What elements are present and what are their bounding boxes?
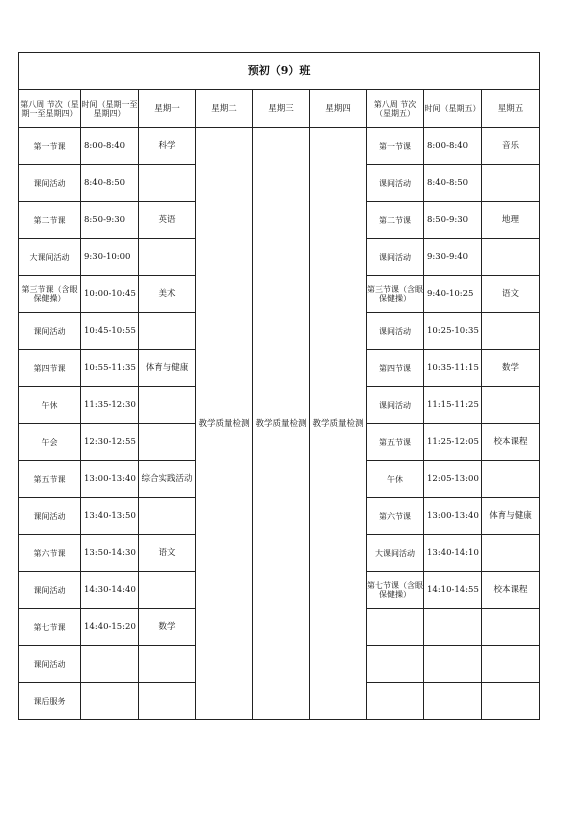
period-fri bbox=[367, 683, 424, 720]
monday-subject: 英语 bbox=[139, 202, 196, 239]
time-fri: 10:25-10:35 bbox=[424, 313, 482, 350]
period-mon-thu: 课后服务 bbox=[19, 683, 81, 720]
period-fri: 课间活动 bbox=[367, 239, 424, 276]
monday-subject: 语文 bbox=[139, 535, 196, 572]
time-fri bbox=[424, 609, 482, 646]
time-fri: 9:30-9:40 bbox=[424, 239, 482, 276]
period-mon-thu: 第一节课 bbox=[19, 128, 81, 165]
time-mon-thu: 14:40-15:20 bbox=[81, 609, 139, 646]
period-fri: 课间活动 bbox=[367, 313, 424, 350]
monday-subject: 美术 bbox=[139, 276, 196, 313]
friday-subject: 校本课程 bbox=[482, 424, 540, 461]
period-mon-thu: 第四节课 bbox=[19, 350, 81, 387]
period-mon-thu: 课间活动 bbox=[19, 165, 81, 202]
time-mon-thu: 8:00-8:40 bbox=[81, 128, 139, 165]
period-mon-thu: 第五节课 bbox=[19, 461, 81, 498]
time-fri: 9:40-10:25 bbox=[424, 276, 482, 313]
time-mon-thu: 9:30-10:00 bbox=[81, 239, 139, 276]
friday-subject: 地理 bbox=[482, 202, 540, 239]
period-mon-thu: 第六节课 bbox=[19, 535, 81, 572]
monday-subject bbox=[139, 646, 196, 683]
period-fri: 第三节课（含眼保健操） bbox=[367, 276, 424, 313]
friday-subject bbox=[482, 313, 540, 350]
period-fri: 第一节课 bbox=[367, 128, 424, 165]
period-fri: 第四节课 bbox=[367, 350, 424, 387]
time-mon-thu: 8:40-8:50 bbox=[81, 165, 139, 202]
time-mon-thu: 8:50-9:30 bbox=[81, 202, 139, 239]
header-wednesday: 星期三 bbox=[253, 90, 310, 128]
thursday-merged: 教学质量检测 bbox=[310, 128, 367, 720]
wednesday-merged: 教学质量检测 bbox=[253, 128, 310, 720]
time-mon-thu: 13:40-13:50 bbox=[81, 498, 139, 535]
time-mon-thu: 11:35-12:30 bbox=[81, 387, 139, 424]
time-mon-thu bbox=[81, 646, 139, 683]
class-title: 预初（9）班 bbox=[19, 53, 540, 90]
monday-subject: 数学 bbox=[139, 609, 196, 646]
friday-subject bbox=[482, 239, 540, 276]
time-mon-thu bbox=[81, 683, 139, 720]
period-mon-thu: 第二节课 bbox=[19, 202, 81, 239]
period-mon-thu: 课间活动 bbox=[19, 313, 81, 350]
timetable bbox=[18, 52, 540, 720]
monday-subject bbox=[139, 313, 196, 350]
friday-subject bbox=[482, 609, 540, 646]
period-mon-thu: 第七节课 bbox=[19, 609, 81, 646]
table-row bbox=[19, 128, 540, 165]
monday-subject: 综合实践活动 bbox=[139, 461, 196, 498]
period-mon-thu: 午会 bbox=[19, 424, 81, 461]
period-fri: 第七节课（含眼保健操） bbox=[367, 572, 424, 609]
time-mon-thu: 14:30-14:40 bbox=[81, 572, 139, 609]
time-mon-thu: 10:55-11:35 bbox=[81, 350, 139, 387]
friday-subject: 体育与健康 bbox=[482, 498, 540, 535]
header-thursday: 星期四 bbox=[310, 90, 367, 128]
time-fri: 8:50-9:30 bbox=[424, 202, 482, 239]
period-mon-thu: 第三节课（含眼保健操） bbox=[19, 276, 81, 313]
monday-subject bbox=[139, 424, 196, 461]
period-mon-thu: 课间活动 bbox=[19, 572, 81, 609]
time-fri: 8:40-8:50 bbox=[424, 165, 482, 202]
time-fri: 13:40-14:10 bbox=[424, 535, 482, 572]
time-mon-thu: 13:50-14:30 bbox=[81, 535, 139, 572]
monday-subject bbox=[139, 572, 196, 609]
header-period-fri: 第八周 节次（星期五） bbox=[367, 90, 424, 128]
time-mon-thu: 10:45-10:55 bbox=[81, 313, 139, 350]
period-fri: 第二节课 bbox=[367, 202, 424, 239]
friday-subject: 数学 bbox=[482, 350, 540, 387]
time-mon-thu: 12:30-12:55 bbox=[81, 424, 139, 461]
time-fri bbox=[424, 683, 482, 720]
header-tuesday: 星期二 bbox=[196, 90, 253, 128]
header-time-fri: 时间（星期五） bbox=[424, 90, 482, 128]
tuesday-merged: 教学质量检测 bbox=[196, 128, 253, 720]
friday-subject: 校本课程 bbox=[482, 572, 540, 609]
period-fri: 课间活动 bbox=[367, 165, 424, 202]
time-fri: 12:05-13:00 bbox=[424, 461, 482, 498]
friday-subject bbox=[482, 461, 540, 498]
time-fri: 10:35-11:15 bbox=[424, 350, 482, 387]
period-mon-thu: 课间活动 bbox=[19, 646, 81, 683]
period-fri: 课间活动 bbox=[367, 387, 424, 424]
header-monday: 星期一 bbox=[139, 90, 196, 128]
period-fri: 午休 bbox=[367, 461, 424, 498]
period-mon-thu: 大课间活动 bbox=[19, 239, 81, 276]
time-fri: 11:25-12:05 bbox=[424, 424, 482, 461]
friday-subject bbox=[482, 535, 540, 572]
header-friday: 星期五 bbox=[482, 90, 540, 128]
time-fri: 8:00-8:40 bbox=[424, 128, 482, 165]
monday-subject bbox=[139, 498, 196, 535]
period-fri bbox=[367, 609, 424, 646]
period-fri: 大课间活动 bbox=[367, 535, 424, 572]
period-fri: 第六节课 bbox=[367, 498, 424, 535]
time-fri: 13:00-13:40 bbox=[424, 498, 482, 535]
period-fri bbox=[367, 646, 424, 683]
monday-subject bbox=[139, 239, 196, 276]
monday-subject bbox=[139, 683, 196, 720]
time-mon-thu: 13:00-13:40 bbox=[81, 461, 139, 498]
time-fri bbox=[424, 646, 482, 683]
friday-subject bbox=[482, 683, 540, 720]
friday-subject bbox=[482, 387, 540, 424]
friday-subject: 语文 bbox=[482, 276, 540, 313]
monday-subject bbox=[139, 165, 196, 202]
period-mon-thu: 午休 bbox=[19, 387, 81, 424]
period-mon-thu: 课间活动 bbox=[19, 498, 81, 535]
period-fri: 第五节课 bbox=[367, 424, 424, 461]
header-time-mon-thu: 时间（星期一至星期四） bbox=[81, 90, 139, 128]
monday-subject bbox=[139, 387, 196, 424]
friday-subject bbox=[482, 646, 540, 683]
timetable-sheet bbox=[18, 52, 539, 720]
friday-subject: 音乐 bbox=[482, 128, 540, 165]
time-fri: 11:15-11:25 bbox=[424, 387, 482, 424]
time-fri: 14:10-14:55 bbox=[424, 572, 482, 609]
header-row bbox=[19, 90, 540, 128]
monday-subject: 科学 bbox=[139, 128, 196, 165]
monday-subject: 体育与健康 bbox=[139, 350, 196, 387]
friday-subject bbox=[482, 165, 540, 202]
header-period-mon-thu: 第八周 节次（星期一至星期四） bbox=[19, 90, 81, 128]
time-mon-thu: 10:00-10:45 bbox=[81, 276, 139, 313]
